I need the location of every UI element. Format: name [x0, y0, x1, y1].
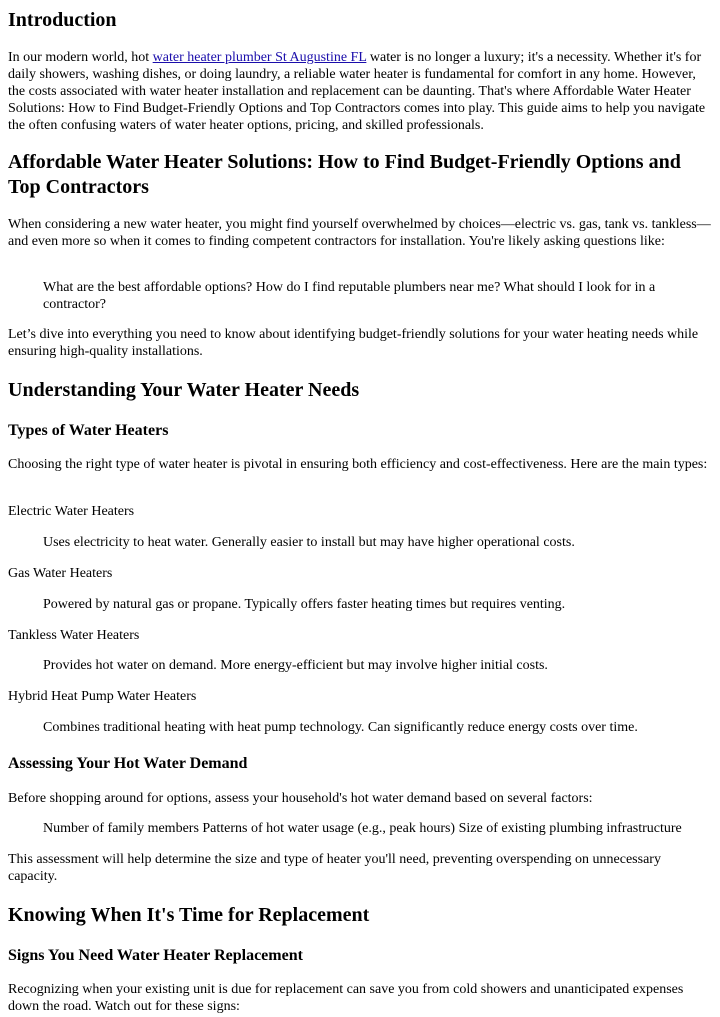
intro-heading: Introduction: [8, 9, 117, 31]
type-name: Electric Water Heaters: [8, 504, 135, 519]
intro-text-before: In our modern world, hot: [8, 50, 153, 65]
type-description: Provides hot water on demand. More energy-efficient but may involve higher initial costs.: [43, 658, 548, 673]
type-name: Gas Water Heaters: [8, 566, 113, 581]
replacement-heading: Knowing When It's Time for Replacement: [8, 904, 370, 926]
demand-outro-paragraph: This assessment will help determine the size and type of heater you'll need, preventing overspending on unnecessary capacity.: [8, 852, 661, 884]
type-description: Combines traditional heating with heat pump technology. Can significantly reduce energy costs over time.: [43, 720, 638, 735]
questions-blockquote: What are the best affordable options? How do I find reputable plumbers near me? What should I look for in a contractor?: [43, 280, 656, 312]
intro-paragraph: [8, 49, 712, 134]
type-name: Hybrid Heat Pump Water Heaters: [8, 689, 197, 704]
water-heater-plumber-link[interactable]: water heater plumber St Augustine FL: [152, 50, 367, 65]
demand-factors-blockquote: Number of family members Patterns of hot water usage (e.g., peak hours) Size of existing plumbing infrastructure: [43, 821, 682, 836]
type-description: Powered by natural gas or propane. Typically offers faster heating times but requires venting.: [43, 597, 566, 612]
affordable-paragraph: When considering a new water heater, you might find yourself overwhelmed by choices—electric vs. gas, tank vs. tankless—and even more so when it comes to finding competent contractors for installation. You're likely asking questions like:: [8, 217, 711, 249]
signs-heading: Signs You Need Water Heater Replacement: [8, 947, 303, 964]
type-description: Uses electricity to heat water. Generally easier to install but may have higher operational costs.: [43, 535, 575, 550]
demand-heading: Assessing Your Hot Water Demand: [8, 755, 248, 772]
types-intro-paragraph: Choosing the right type of water heater is pivotal in ensuring both efficiency and cost-effectiveness. Here are the main types:: [8, 457, 708, 472]
demand-intro-paragraph: Before shopping around for options, assess your household's hot water demand based on several factors:: [8, 791, 593, 806]
type-name: Tankless Water Heaters: [8, 628, 140, 643]
dive-paragraph: Let’s dive into everything you need to know about identifying budget-friendly solutions for your water heating needs while ensuring high-quality installations.: [8, 327, 699, 359]
understanding-heading: Understanding Your Water Heater Needs: [8, 379, 360, 401]
signs-intro-paragraph: Recognizing when your existing unit is due for replacement can save you from cold showers and unanticipated expenses down the road. Watch out for these signs:: [8, 982, 684, 1014]
intro-text-after: water is no longer a luxury; it's a necessity. Whether it's for daily showers, washing dishes, or doing laundry, a reliable water heater is fundamental for comfort in any home. However, the costs associated with water heater installation and replacement can be daunting. That's where Affordable Water Heater Solutions: How to Find Budget-Friendly Options and Top Contractors comes into play. This guide aims to help you navigate the often confusing waters of water heater options, pricing, and skilled professionals.: [8, 50, 706, 133]
affordable-heading: Affordable Water Heater Solutions: How to Find Budget-Friendly Options and Top Contractors: [8, 151, 681, 198]
types-heading: Types of Water Heaters: [8, 422, 169, 439]
